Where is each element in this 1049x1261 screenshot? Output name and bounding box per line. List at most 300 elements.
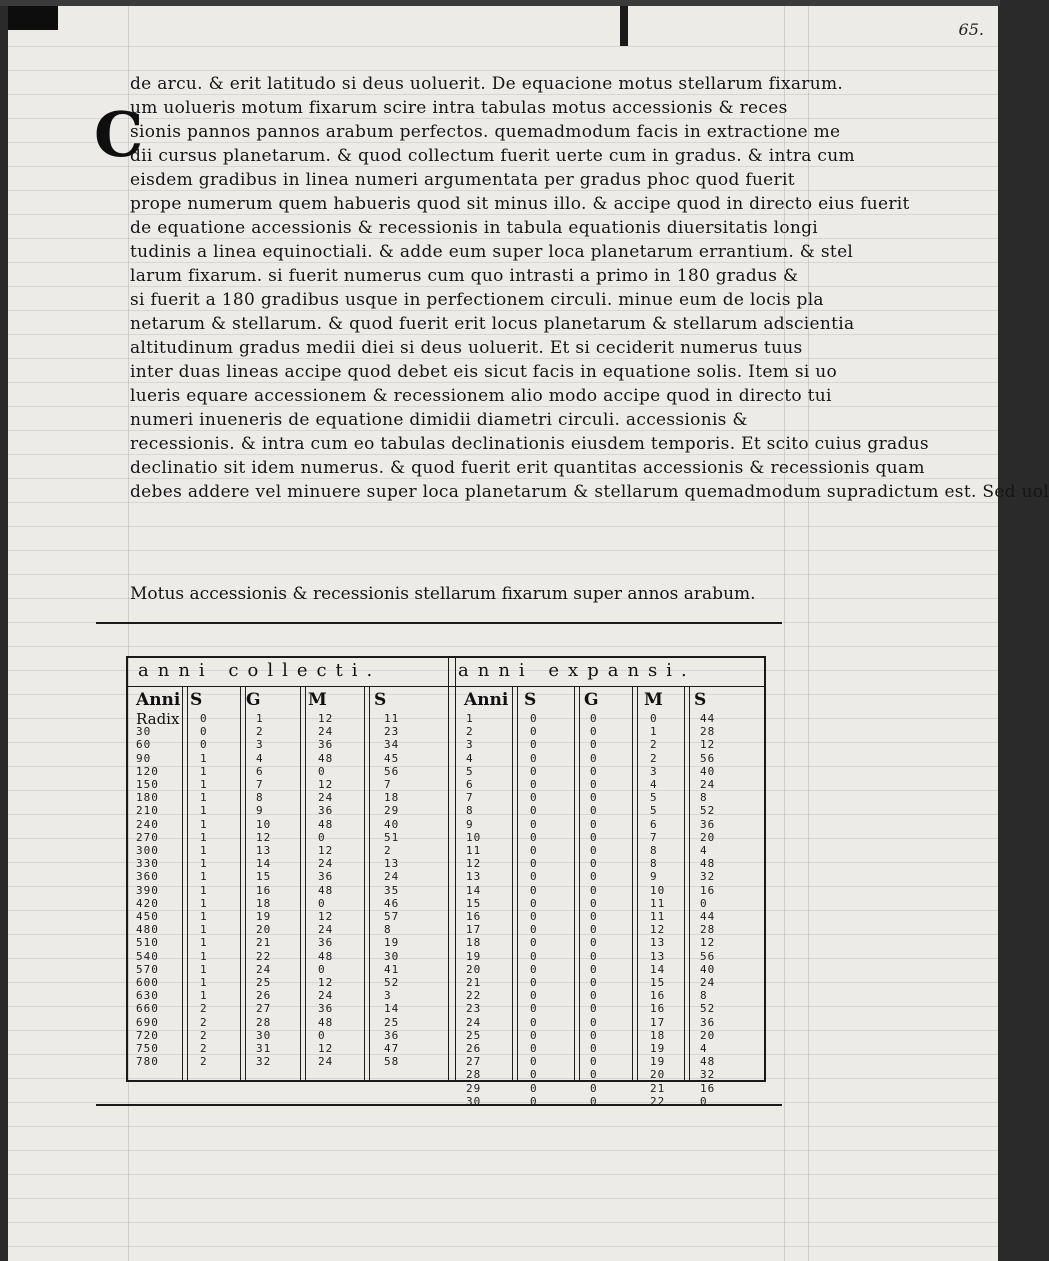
year-cell: 29 [466,1081,482,1095]
value-cell: 19 [650,1055,666,1069]
value-cell: 0 [700,1094,708,1108]
value-cell: 1 [200,778,208,791]
value-cell: 48 [318,1015,334,1029]
value-cell: 0 [590,949,598,963]
value-cell: 9 [650,870,658,884]
value-cell: 12 [318,1042,334,1055]
column-header-left: Anni [136,690,181,710]
year-cell: 5 [466,764,474,778]
table-header-row [128,658,764,687]
year-cell: 480 [136,923,159,937]
value-cell: 24 [318,725,334,739]
main-text-block [130,72,1049,504]
value-cell: 0 [530,976,538,989]
value-cell: 2 [200,1002,208,1016]
value-cell: 8 [650,844,658,857]
value-cell: 24 [318,989,334,1003]
value-cell: 13 [384,857,400,871]
column-header-right: G [584,690,599,710]
year-cell: 12 [466,857,482,871]
value-cell: 52 [700,1002,716,1016]
value-cell: 0 [318,764,326,778]
value-cell: 7 [650,830,658,844]
value-cell: 20 [700,830,716,844]
value-cell: 0 [530,725,538,739]
value-cell: 32 [700,1068,716,1082]
value-cell: 36 [318,870,334,884]
text-line: larum fixarum. si fuerit numerus cum quo intrasti a primo in 180 gradus & [130,266,799,286]
value-cell: 34 [384,738,400,752]
value-cell: 0 [530,764,538,778]
value-cell: 20 [700,1028,716,1042]
value-cell: 0 [590,764,598,778]
ruling-line [8,1198,998,1199]
value-cell: 36 [318,1002,334,1016]
ruling-line [8,550,998,551]
year-cell: 240 [136,817,159,831]
year-cell: 7 [466,791,474,805]
year-cell: 6 [466,778,474,791]
value-cell: 28 [700,923,716,937]
value-cell: 0 [530,738,538,752]
value-cell: 2 [256,725,264,739]
value-cell: 0 [590,976,598,989]
column-divider [240,686,246,1080]
value-cell: 12 [318,844,334,857]
value-cell: 0 [700,896,708,910]
year-cell: 720 [136,1028,159,1042]
value-cell: 0 [530,989,538,1003]
value-cell: 22 [256,949,272,963]
column-header-right: S [694,690,707,710]
value-cell: 18 [384,791,400,805]
column-divider [300,686,306,1080]
value-cell: 12 [318,712,334,725]
year-cell: 540 [136,949,159,963]
value-cell: 1 [200,923,208,937]
year-cell: 26 [466,1042,482,1055]
value-cell: 0 [590,712,598,725]
column-divider [574,686,580,1080]
value-cell: 16 [256,883,272,897]
value-cell: 0 [530,870,538,884]
value-cell: 0 [530,962,538,976]
value-cell: 11 [384,712,400,725]
value-cell: 19 [256,910,272,923]
value-cell: 51 [384,830,400,844]
value-cell: 24 [318,923,334,937]
value-cell: 8 [256,791,264,805]
column-header-right: M [644,690,663,710]
value-cell: 7 [384,778,392,791]
text-line: numeri inueneris de equatione dimidii diametri circuli. accessionis & [130,410,748,430]
value-cell: 3 [256,738,264,752]
value-cell: 16 [650,1002,666,1016]
value-cell: 4 [700,1042,708,1055]
year-cell: 15 [466,896,482,910]
value-cell: 19 [650,1042,666,1055]
year-cell: 450 [136,910,159,923]
value-cell: 0 [530,751,538,765]
value-cell: 12 [256,830,272,844]
year-cell: 17 [466,923,482,937]
value-cell: 15 [256,870,272,884]
value-cell: 11 [650,896,666,910]
year-cell: 150 [136,778,159,791]
year-cell: 210 [136,804,159,818]
value-cell: 0 [530,949,538,963]
year-cell: 510 [136,936,159,950]
value-cell: 8 [650,857,658,871]
value-cell: 8 [700,989,708,1003]
value-cell: 0 [590,1015,598,1029]
value-cell: 1 [200,962,208,976]
year-cell: 90 [136,751,152,765]
year-cell: 9 [466,817,474,831]
column-divider [632,686,638,1080]
text-line: inter duas lineas accipe quod debet eis sicut facis in equatione solis. Item si uo [130,362,838,382]
value-cell: 0 [530,778,538,791]
value-cell: 0 [590,1028,598,1042]
value-cell: 0 [590,857,598,871]
value-cell: 0 [590,896,598,910]
value-cell: 12 [700,936,716,950]
value-cell: 56 [700,751,716,765]
column-divider [182,686,188,1080]
year-cell: 10 [466,830,482,844]
year-cell: 180 [136,791,159,805]
value-cell: 31 [256,1042,272,1055]
value-cell: 0 [590,830,598,844]
value-cell: 13 [650,936,666,950]
value-cell: 4 [700,844,708,857]
column-divider [684,686,690,1080]
value-cell: 0 [530,791,538,805]
ruling-line [8,70,998,71]
value-cell: 1 [200,976,208,989]
value-cell: 48 [318,883,334,897]
value-cell: 0 [318,1028,326,1042]
value-cell: 10 [650,883,666,897]
header-anni-expansi: anni expansi. [458,660,696,681]
value-cell: 0 [590,1002,598,1016]
value-cell: 27 [256,1002,272,1016]
value-cell: 7 [256,778,264,791]
text-line: dii cursus planetarum. & quod collectum fuerit uerte cum in gradus. & intra cum [130,146,855,166]
value-cell: 16 [700,883,716,897]
value-cell: 14 [384,1002,400,1016]
value-cell: 2 [384,844,392,857]
year-cell: 270 [136,830,159,844]
value-cell: 0 [200,712,208,725]
value-cell: 24 [318,791,334,805]
year-cell: 390 [136,883,159,897]
text-line: de arcu. & erit latitudo si deus uoluerit. De equacione motus stellarum fixarum. [130,74,844,94]
value-cell: 0 [530,817,538,831]
value-cell: 0 [530,936,538,950]
value-cell: 19 [384,936,400,950]
value-cell: 1 [200,949,208,963]
value-cell: 24 [256,962,272,976]
text-line: si fuerit a 180 gradibus usque in perfectionem circuli. minue eum de locis pla [130,290,824,310]
value-cell: 25 [384,1015,400,1029]
year-cell: 28 [466,1068,482,1082]
value-cell: 20 [256,923,272,937]
value-cell: 1 [200,870,208,884]
value-cell: 56 [384,764,400,778]
value-cell: 0 [590,751,598,765]
value-cell: 0 [590,738,598,752]
value-cell: 52 [700,804,716,818]
value-cell: 24 [318,1055,334,1069]
value-cell: 24 [384,870,400,884]
value-cell: 56 [700,949,716,963]
year-cell: 570 [136,962,159,976]
value-cell: 1 [200,791,208,805]
value-cell: 0 [590,778,598,791]
ruling-line [8,574,998,575]
year-cell: 25 [466,1028,482,1042]
value-cell: 1 [200,989,208,1003]
column-divider [364,686,370,1080]
value-cell: 0 [318,896,326,910]
value-cell: 0 [590,936,598,950]
column-header-right: Anni [464,690,509,710]
year-cell: 3 [466,738,474,752]
text-line: de equatione accessionis & recessionis in tabula equationis diuersitatis longi [130,218,819,238]
year-cell: 780 [136,1055,159,1069]
value-cell: 0 [590,791,598,805]
value-cell: 1 [200,883,208,897]
text-line: altitudinum gradus medii diei si deus uoluerit. Et si ceciderit numerus tuus [130,338,803,358]
value-cell: 16 [650,989,666,1003]
value-cell: 1 [200,804,208,818]
value-cell: 58 [384,1055,400,1069]
value-cell: 36 [318,738,334,752]
ruling-line [8,46,998,47]
year-cell: 420 [136,896,159,910]
text-line: eisdem gradibus in linea numeri argumentata per gradus phoc quod fuerit [130,170,795,190]
text-line: netarum & stellarum. & quod fuerit erit locus planetarum & stellarum adscientia [130,314,855,334]
value-cell: 30 [256,1028,272,1042]
value-cell: 40 [700,962,716,976]
column-header-right: S [524,690,537,710]
value-cell: 3 [650,764,658,778]
column-header-left: G [246,690,261,710]
folio-number: 65. [958,20,984,39]
value-cell: 4 [650,778,658,791]
value-cell: 0 [200,738,208,752]
value-cell: 48 [318,949,334,963]
year-cell: 360 [136,870,159,884]
year-cell: 2 [466,725,474,739]
year-cell: 20 [466,962,482,976]
value-cell: 24 [700,976,716,989]
value-cell: 36 [700,817,716,831]
text-line: debes addere vel minuere super loca planetarum & stellarum quemadmodum supradictum est. Sed uol [130,482,1049,502]
value-cell: 3 [384,989,392,1003]
ruling-line [8,1174,998,1175]
value-cell: 16 [700,1081,716,1095]
value-cell: 21 [650,1081,666,1095]
value-cell: 5 [650,804,658,818]
value-cell: 48 [700,857,716,871]
value-cell: 14 [650,962,666,976]
main-column-divider [448,658,456,1080]
year-cell: 1 [466,712,474,725]
value-cell: 0 [590,804,598,818]
value-cell: 0 [530,1055,538,1069]
value-cell: 8 [384,923,392,937]
year-cell: 14 [466,883,482,897]
value-cell: 0 [590,817,598,831]
value-cell: 36 [384,1028,400,1042]
value-cell: 1 [200,830,208,844]
value-cell: 10 [256,817,272,831]
page-fold-shadow [620,6,628,46]
radix-label: Radix [136,710,180,728]
value-cell: 44 [700,712,716,725]
value-cell: 12 [650,923,666,937]
value-cell: 6 [650,817,658,831]
year-cell: 4 [466,751,474,765]
value-cell: 23 [384,725,400,739]
value-cell: 48 [318,817,334,831]
year-cell: 23 [466,1002,482,1016]
year-cell: 600 [136,976,159,989]
text-line: lueris equare accessionem & recessionem alio modo accipe quod in directo tui [130,386,832,406]
value-cell: 0 [530,896,538,910]
value-cell: 0 [530,1068,538,1082]
motion-table [126,656,766,1108]
value-cell: 28 [256,1015,272,1029]
value-cell: 12 [700,738,716,752]
value-cell: 57 [384,910,400,923]
value-cell: 41 [384,962,400,976]
value-cell: 36 [318,936,334,950]
value-cell: 48 [700,1055,716,1069]
value-cell: 32 [700,870,716,884]
ruling-line [8,526,998,527]
value-cell: 30 [384,949,400,963]
value-cell: 0 [590,1094,598,1108]
text-line: recessionis. & intra cum eo tabulas declinationis eiusdem temporis. Et scito cuius gradus [130,434,929,454]
year-cell: 24 [466,1015,482,1029]
text-line: tudinis a linea equinoctiali. & adde eum super loca planetarum errantium. & stel [130,242,854,262]
year-cell: 21 [466,976,482,989]
value-cell: 0 [530,1002,538,1016]
text-line: sionis pannos pannos arabum perfectos. quemadmodum facis in extractione me [130,122,841,142]
year-cell: 11 [466,844,482,857]
value-cell: 9 [256,804,264,818]
value-cell: 0 [590,989,598,1003]
value-cell: 11 [650,910,666,923]
value-cell: 12 [318,778,334,791]
value-cell: 17 [650,1015,666,1029]
column-header-left: S [374,690,387,710]
value-cell: 2 [200,1028,208,1042]
year-cell: 16 [466,910,482,923]
column-header-left: M [308,690,327,710]
value-cell: 2 [650,738,658,752]
value-cell: 1 [200,936,208,950]
value-cell: 46 [384,896,400,910]
value-cell: 0 [530,804,538,818]
value-cell: 1 [200,817,208,831]
value-cell: 0 [530,1042,538,1055]
value-cell: 0 [318,830,326,844]
column-divider [512,686,518,1080]
value-cell: 0 [590,923,598,937]
ruling-line [8,1222,998,1223]
value-cell: 20 [650,1068,666,1082]
value-cell: 1 [200,751,208,765]
initial-letter: C [94,98,144,171]
table-title: Motus accessionis & recessionis stellarum fixarum super annos arabum. [130,584,756,604]
year-cell: 690 [136,1015,159,1029]
value-cell: 52 [384,976,400,989]
value-cell: 0 [530,844,538,857]
value-cell: 14 [256,857,272,871]
year-cell: 120 [136,764,159,778]
text-line: declinatio sit idem numerus. & quod fuerit erit quantitas accessionis & recessionis quam [130,458,925,478]
value-cell: 13 [256,844,272,857]
value-cell: 40 [700,764,716,778]
value-cell: 0 [530,1028,538,1042]
value-cell: 2 [200,1055,208,1069]
year-cell: 22 [466,989,482,1003]
value-cell: 0 [590,870,598,884]
year-cell: 13 [466,870,482,884]
manuscript-page [8,6,1049,1261]
year-cell: 630 [136,989,159,1003]
value-cell: 29 [384,804,400,818]
text-line: um uolueris motum fixarum scire intra tabulas motus accessionis & reces [130,98,788,118]
value-cell: 0 [530,712,538,725]
value-cell: 0 [590,910,598,923]
value-cell: 18 [256,896,272,910]
value-cell: 12 [318,976,334,989]
value-cell: 35 [384,883,400,897]
value-cell: 0 [590,725,598,739]
year-cell: 330 [136,857,159,871]
year-cell: 8 [466,804,474,818]
value-cell: 0 [530,883,538,897]
value-cell: 1 [200,910,208,923]
value-cell: 2 [650,751,658,765]
value-cell: 22 [650,1094,666,1108]
value-cell: 6 [256,764,264,778]
value-cell: 44 [700,910,716,923]
value-cell: 0 [318,962,326,976]
value-cell: 0 [590,1055,598,1069]
value-cell: 2 [200,1015,208,1029]
year-cell: 27 [466,1055,482,1069]
value-cell: 0 [530,1081,538,1095]
year-cell: 30 [136,725,152,739]
value-cell: 1 [200,896,208,910]
value-cell: 1 [200,857,208,871]
value-cell: 0 [530,1094,538,1108]
value-cell: 40 [384,817,400,831]
value-cell: 4 [256,751,264,765]
value-cell: 45 [384,751,400,765]
value-cell: 1 [256,712,264,725]
value-cell: 0 [590,844,598,857]
value-cell: 0 [590,883,598,897]
year-cell: 750 [136,1042,159,1055]
value-cell: 1 [650,725,658,739]
